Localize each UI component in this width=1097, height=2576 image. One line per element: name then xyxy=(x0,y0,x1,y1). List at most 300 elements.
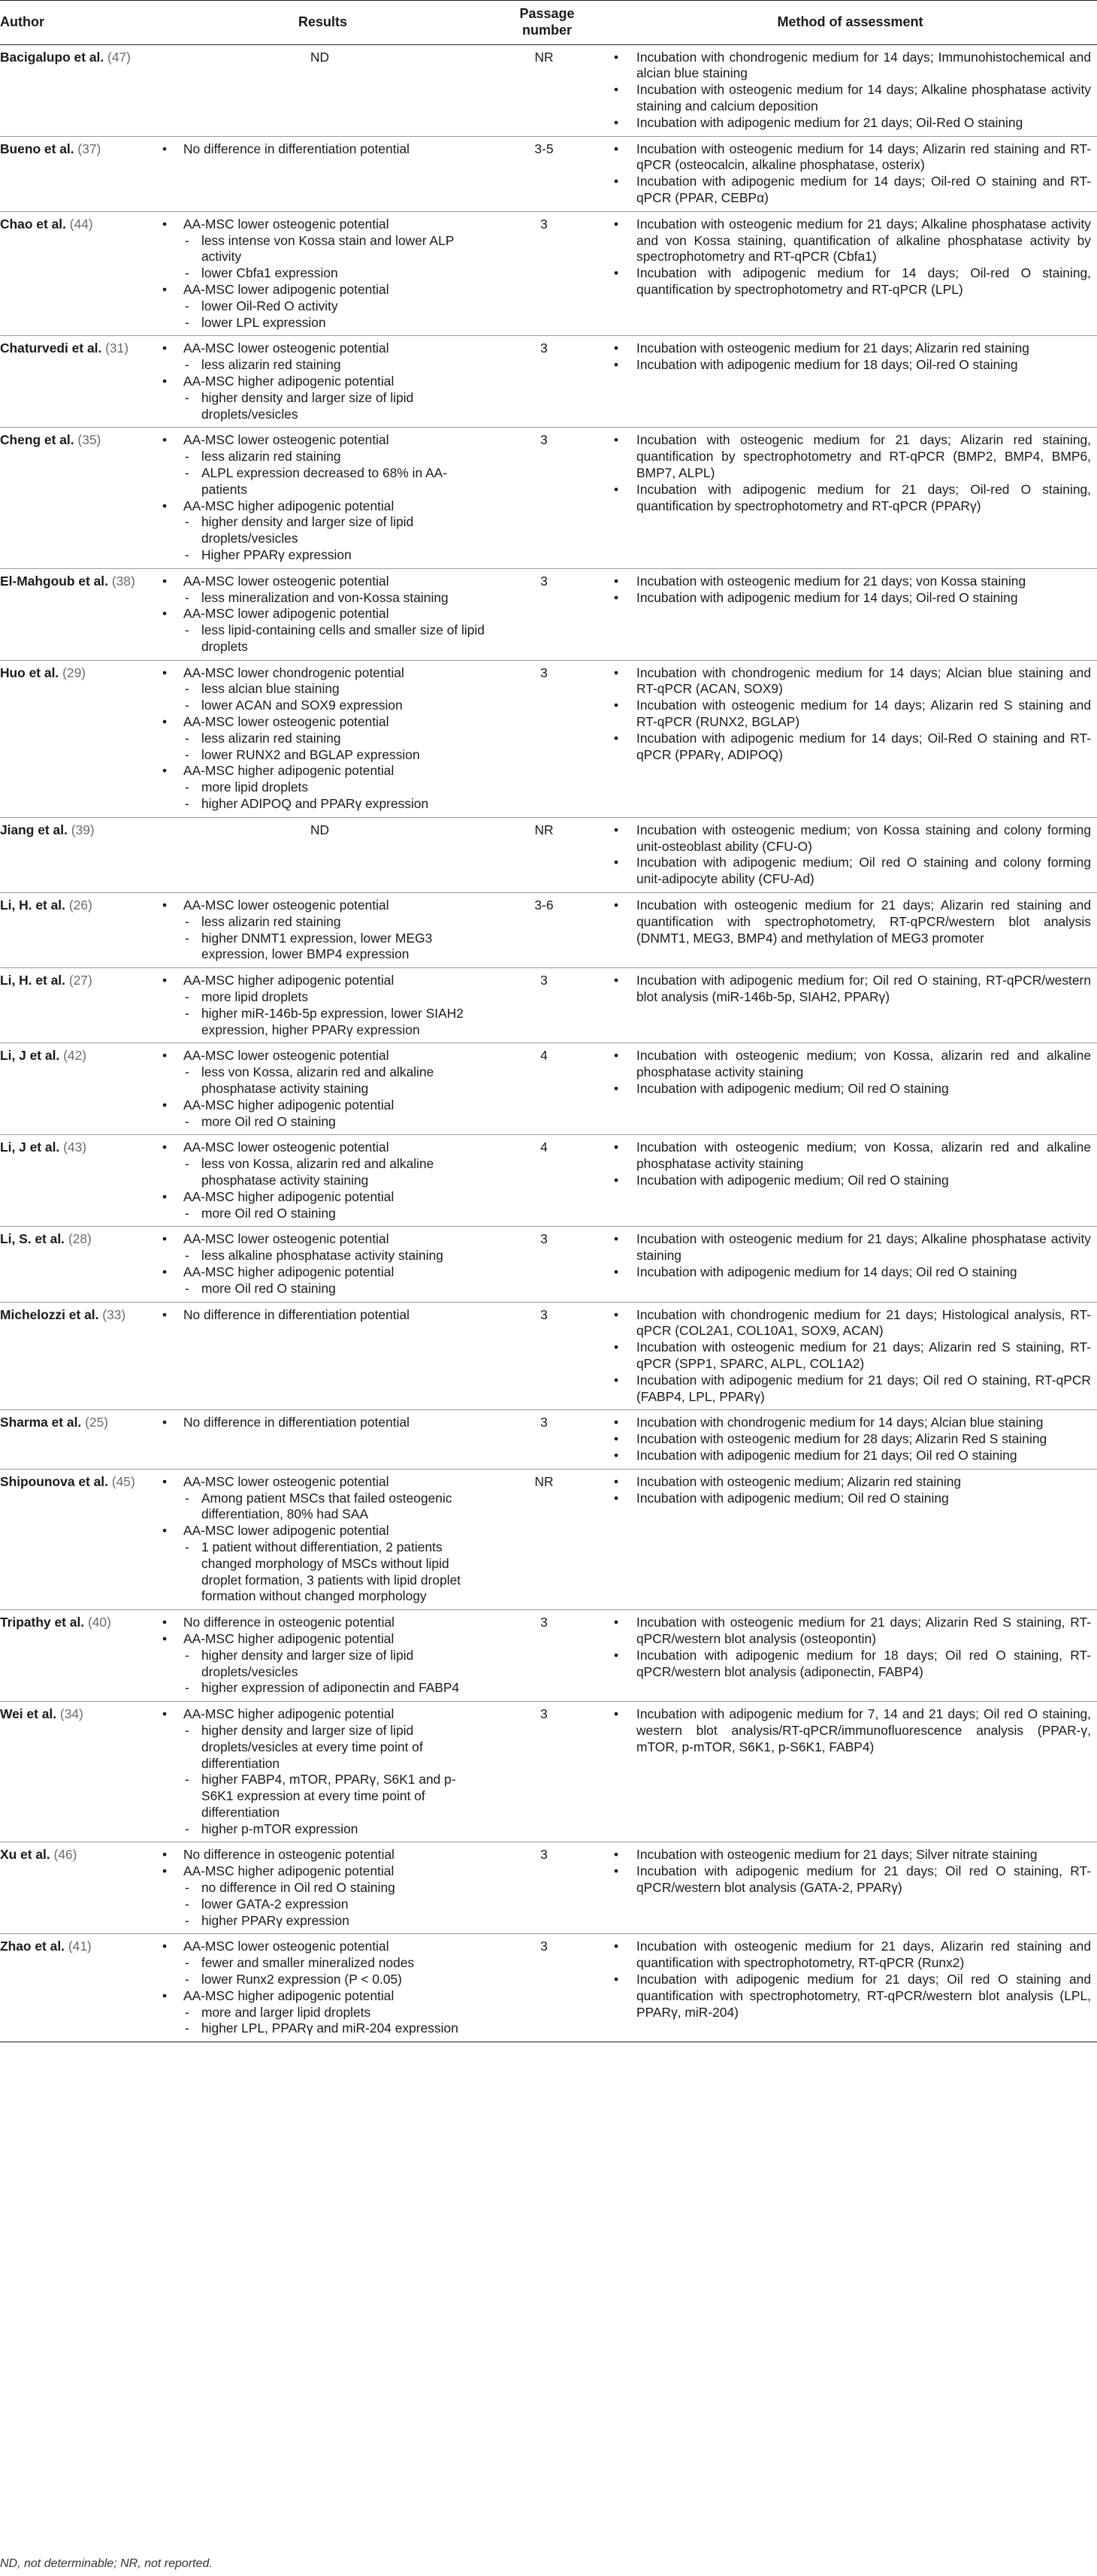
method-list xyxy=(603,1048,1091,1097)
method-cell xyxy=(603,968,1097,1043)
method-cell xyxy=(603,1302,1097,1410)
method-item: • Incubation with adipogenic medium for 21 days; Oil red O staining xyxy=(603,1448,1091,1464)
results-cell xyxy=(155,1702,491,1842)
method-cell xyxy=(603,336,1097,428)
author-name: Xu et al. xyxy=(0,1847,50,1863)
method-item: • Incubation with adipogenic medium for 18 days; Oil-red O staining xyxy=(603,357,1091,374)
results-cell xyxy=(155,568,491,660)
passage-cell: 3 xyxy=(491,568,603,660)
results-list xyxy=(155,1615,485,1697)
result-item: • No difference in osteogenic potential xyxy=(155,1615,485,1631)
passage-cell: 3 xyxy=(491,1410,603,1469)
method-item: • Incubation with osteogenic medium for 21 days; Silver nitrate staining xyxy=(603,1847,1091,1863)
passage-cell: NR xyxy=(491,817,603,892)
results-list xyxy=(155,1706,485,1837)
result-item: • AA-MSC higher adipogenic potential xyxy=(155,1631,485,1648)
author-cell xyxy=(0,817,155,892)
method-item: • Incubation with osteogenic medium for 21 days; Alizarin red staining, quantification by spectrophotometry and RT-qPCR (BMP2, BMP4, BMP6, BMP7, ALPL) xyxy=(603,432,1091,481)
results-cell xyxy=(155,817,491,892)
result-item: • AA-MSC higher adipogenic potential xyxy=(155,763,485,779)
result-item: • AA-MSC lower osteogenic potential xyxy=(155,432,485,449)
author-name: Li, H. et al. xyxy=(0,973,65,988)
table-footnote: ND, not determinable; NR, not reported. xyxy=(0,2557,213,2570)
author-cell xyxy=(0,44,155,136)
author-ref: (40) xyxy=(87,1615,111,1630)
results-list xyxy=(155,1307,485,1324)
author-cell xyxy=(0,336,155,428)
table-row xyxy=(0,817,1097,892)
table-row xyxy=(0,568,1097,660)
author-ref: (43) xyxy=(63,1140,87,1155)
results-list xyxy=(155,1140,485,1221)
method-item: • Incubation with osteogenic medium for 21 days, Alizarin red staining and quantification with spectrophotometry, RT-qPCR (Runx2) xyxy=(603,1939,1091,1972)
method-item: • Incubation with osteogenic medium for 28 days; Alizarin Red S staining xyxy=(603,1431,1091,1448)
results-cell xyxy=(155,1410,491,1469)
results-list xyxy=(155,574,485,655)
author-ref: (29) xyxy=(62,664,86,680)
result-subitem: - less alizarin red staining xyxy=(155,449,485,465)
result-subitem: - less lipid-containing cells and smaller size of lipid droplets xyxy=(155,622,485,655)
result-item: • AA-MSC lower osteogenic potential xyxy=(155,341,485,357)
passage-cell: 3 xyxy=(491,1227,603,1302)
method-list xyxy=(603,1615,1091,1680)
result-subitem: - higher FABP4, mTOR, PPARγ, S6K1 and p-S6K1 expression at every time point of differentiation xyxy=(155,1772,485,1821)
author-ref: (41) xyxy=(68,1939,92,1954)
table-row xyxy=(0,1135,1097,1227)
method-item: • Incubation with osteogenic medium for 14 days; Alizarin red staining and RT-qPCR (osteocalcin, alkaline phosphatase, osterix) xyxy=(603,141,1091,174)
table-row xyxy=(0,1410,1097,1469)
result-subitem: - higher expression of adiponectin and FABP4 xyxy=(155,1680,485,1697)
author-cell xyxy=(0,1610,155,1702)
author-ref: (39) xyxy=(71,822,95,837)
results-list xyxy=(155,216,485,331)
result-subitem: - higher density and larger size of lipid droplets/vesicles at every time point of differentiation xyxy=(155,1723,485,1772)
results-cell xyxy=(155,336,491,428)
table-row xyxy=(0,211,1097,336)
result-item: • AA-MSC lower osteogenic potential xyxy=(155,1048,485,1064)
result-item: • AA-MSC lower osteogenic potential xyxy=(155,898,485,914)
result-item: • AA-MSC lower osteogenic potential xyxy=(155,1140,485,1156)
results-list xyxy=(155,1939,485,2037)
method-list xyxy=(603,1474,1091,1507)
method-cell xyxy=(603,1469,1097,1609)
result-subitem: - higher density and larger size of lipid droplets/vesicles xyxy=(155,514,485,547)
method-item: • Incubation with osteogenic medium for 14 days; Alkaline phosphatase activity staining and calcium deposition xyxy=(603,82,1091,115)
method-item: • Incubation with adipogenic medium for 21 days; Oil red O staining and quantification with spectrophotometry, RT-qPCR/western blot analysis (LPL, PPARγ, miR-204) xyxy=(603,1972,1091,2021)
method-item: • Incubation with adipogenic medium; Oil red O staining xyxy=(603,1173,1091,1189)
method-cell xyxy=(603,568,1097,660)
result-subitem: - higher miR-146b-5p expression, lower SIAH2 expression, higher PPARγ expression xyxy=(155,1006,485,1039)
result-item: • AA-MSC higher adipogenic potential xyxy=(155,1863,485,1880)
author-cell xyxy=(0,1702,155,1842)
result-subitem: - higher ADIPOQ and PPARγ expression xyxy=(155,796,485,813)
method-item: • Incubation with adipogenic medium for 21 days; Oil red O staining, RT-qPCR/western blot analysis (GATA-2, PPARγ) xyxy=(603,1863,1091,1896)
results-list xyxy=(155,665,485,813)
results-cell xyxy=(155,660,491,817)
author-ref: (25) xyxy=(85,1415,109,1430)
result-subitem: - lower Cbfa1 expression xyxy=(155,265,485,282)
author-ref: (44) xyxy=(69,216,93,232)
result-item: • AA-MSC lower osteogenic potential xyxy=(155,1939,485,1955)
table-row xyxy=(0,1702,1097,1842)
result-subitem: - less von Kossa, alizarin red and alkaline phosphatase activity staining xyxy=(155,1064,485,1097)
result-subitem: - more lipid droplets xyxy=(155,989,485,1006)
method-cell xyxy=(603,1410,1097,1469)
passage-cell: 4 xyxy=(491,1043,603,1135)
method-item: • Incubation with osteogenic medium; von Kossa, alizarin red and alkaline phosphatase activity staining xyxy=(603,1048,1091,1081)
author-name: El-Mahgoub et al. xyxy=(0,573,108,589)
method-item: • Incubation with adipogenic medium for 14 days; Oil-red O staining, quantification by spectrophotometry and RT-qPCR (LPL) xyxy=(603,265,1091,298)
method-list xyxy=(603,1307,1091,1406)
method-item: • Incubation with osteogenic medium for 21 days; Alizarin red staining and quantification with spectrophotometry, RT-qPCR/western blot analysis (DNMT1, MEG3, BMP4) and methylation of MEG3 promoter xyxy=(603,898,1091,946)
method-cell xyxy=(603,136,1097,211)
method-item: • Incubation with osteogenic medium for 21 days; Alizarin Red S staining, RT-qPCR/western blot analysis (osteopontin) xyxy=(603,1615,1091,1648)
table-header-row xyxy=(0,1,1097,45)
passage-cell: 3 xyxy=(491,1702,603,1842)
results-list xyxy=(155,341,485,422)
results-cell xyxy=(155,1469,491,1609)
passage-cell: 4 xyxy=(491,1135,603,1227)
method-cell xyxy=(603,44,1097,136)
result-subitem: - less mineralization and von-Kossa staining xyxy=(155,590,485,607)
author-name: Bacigalupo et al. xyxy=(0,49,104,65)
header-author: Author xyxy=(0,1,155,45)
result-subitem: - less alcian blue staining xyxy=(155,681,485,698)
author-name: Huo et al. xyxy=(0,664,59,680)
method-item: • Incubation with osteogenic medium for 21 days; Alkaline phosphatase activity staining xyxy=(603,1231,1091,1264)
method-item: • Incubation with chondrogenic medium for 14 days; Immunohistochemical and alcian blue staining xyxy=(603,50,1091,83)
method-list xyxy=(603,898,1091,946)
passage-cell: NR xyxy=(491,1469,603,1609)
author-name: Michelozzi et al. xyxy=(0,1306,99,1322)
passage-cell: 3-6 xyxy=(491,893,603,968)
method-cell xyxy=(603,1135,1097,1227)
result-subitem: - less alkaline phosphatase activity staining xyxy=(155,1248,485,1264)
author-cell xyxy=(0,660,155,817)
result-subitem: - ALPL expression decreased to 68% in AA-patients xyxy=(155,465,485,498)
passage-cell: 3 xyxy=(491,1842,603,1934)
passage-cell: 3 xyxy=(491,968,603,1043)
results-value: ND xyxy=(310,822,330,837)
table-row xyxy=(0,1302,1097,1410)
method-cell xyxy=(603,1842,1097,1934)
method-item: • Incubation with osteogenic medium for 14 days; Alizarin red S staining and RT-qPCR (RUNX2, BGLAP) xyxy=(603,698,1091,731)
method-cell xyxy=(603,428,1097,568)
result-subitem: - higher density and larger size of lipid droplets/vesicles xyxy=(155,390,485,423)
author-ref: (28) xyxy=(68,1231,92,1247)
method-list xyxy=(603,216,1091,298)
method-cell xyxy=(603,893,1097,968)
passage-cell: 3 xyxy=(491,336,603,428)
author-name: Cheng et al. xyxy=(0,432,74,448)
author-ref: (37) xyxy=(77,141,101,156)
result-subitem: - lower Oil-Red O activity xyxy=(155,298,485,315)
author-name: Li, J et al. xyxy=(0,1140,60,1155)
results-list xyxy=(155,1048,485,1130)
passage-cell: 3 xyxy=(491,1610,603,1702)
result-subitem: - higher LPL, PPARγ and miR-204 expression xyxy=(155,2021,485,2037)
method-list xyxy=(603,822,1091,888)
header-method: Method of assessment xyxy=(603,1,1097,45)
method-item: • Incubation with adipogenic medium for 14 days; Oil-red O staining xyxy=(603,590,1091,607)
results-cell xyxy=(155,211,491,336)
method-list xyxy=(603,50,1091,132)
table-row xyxy=(0,1469,1097,1609)
method-cell xyxy=(603,1702,1097,1842)
author-name: Sharma et al. xyxy=(0,1415,82,1430)
author-ref: (33) xyxy=(102,1306,126,1322)
author-cell xyxy=(0,1227,155,1302)
author-cell xyxy=(0,1934,155,2042)
method-item: • Incubation with adipogenic medium for 18 days; Oil red O staining, RT-qPCR/western blot analysis (adiponectin, FABP4) xyxy=(603,1648,1091,1681)
author-name: Li, J et al. xyxy=(0,1048,60,1064)
author-name: Li, H. et al. xyxy=(0,898,65,913)
results-cell xyxy=(155,1610,491,1702)
results-list xyxy=(155,973,485,1038)
method-item: • Incubation with adipogenic medium for 14 days; Oil-red O staining and RT-qPCR (PPAR, CEBPα) xyxy=(603,174,1091,207)
result-item: • AA-MSC higher adipogenic potential xyxy=(155,1097,485,1114)
author-ref: (26) xyxy=(68,898,92,913)
method-cell xyxy=(603,817,1097,892)
result-subitem: - more Oil red O staining xyxy=(155,1206,485,1222)
result-item: • AA-MSC higher adipogenic potential xyxy=(155,374,485,390)
author-ref: (27) xyxy=(68,973,92,988)
table-row xyxy=(0,1934,1097,2042)
result-subitem: - more Oil red O staining xyxy=(155,1281,485,1297)
result-subitem: - no difference in Oil red O staining xyxy=(155,1880,485,1896)
method-item: • Incubation with osteogenic medium for 21 days; Alizarin red staining xyxy=(603,341,1091,357)
result-item: • AA-MSC lower osteogenic potential xyxy=(155,1231,485,1248)
result-subitem: - less alizarin red staining xyxy=(155,914,485,931)
result-subitem: - lower Runx2 expression (P < 0.05) xyxy=(155,1972,485,1988)
author-name: Li, S. et al. xyxy=(0,1231,65,1247)
method-item: • Incubation with osteogenic medium; von Kossa staining and colony forming unit-osteoblast ability (CFU-O) xyxy=(603,822,1091,855)
result-subitem: - higher PPARγ expression xyxy=(155,1913,485,1930)
result-subitem: - Among patient MSCs that failed osteogenic differentiation, 80% had SAA xyxy=(155,1491,485,1524)
table-row xyxy=(0,428,1097,568)
method-item: • Incubation with adipogenic medium for 21 days; Oil-Red O staining xyxy=(603,115,1091,132)
method-item: • Incubation with osteogenic medium; Alizarin red staining xyxy=(603,1474,1091,1491)
author-name: Shipounova et al. xyxy=(0,1473,108,1489)
results-cell xyxy=(155,968,491,1043)
result-subitem: - more Oil red O staining xyxy=(155,1114,485,1131)
method-list xyxy=(603,341,1091,374)
result-subitem: - lower ACAN and SOX9 expression xyxy=(155,698,485,714)
author-cell xyxy=(0,1135,155,1227)
result-subitem: - less alizarin red staining xyxy=(155,731,485,747)
results-cell xyxy=(155,1934,491,2042)
table-row xyxy=(0,1610,1097,1702)
passage-cell: 3-5 xyxy=(491,136,603,211)
method-item: • Incubation with adipogenic medium for 7, 14 and 21 days; Oil red O staining, western blot analysis/RT-qPCR/immunofluorescence analysis (PPAR-γ, mTOR, p-mTOR, S6K1, p-S6K1, FABP4) xyxy=(603,1706,1091,1755)
author-name: Chao et al. xyxy=(0,216,66,232)
method-item: • Incubation with adipogenic medium; Oil red O staining xyxy=(603,1491,1091,1507)
passage-cell: 3 xyxy=(491,1302,603,1410)
author-cell xyxy=(0,1410,155,1469)
method-item: • Incubation with adipogenic medium for 14 days; Oil-Red O staining and RT-qPCR (PPARγ, ADIPOQ) xyxy=(603,731,1091,764)
results-cell xyxy=(155,428,491,568)
result-subitem: - less alizarin red staining xyxy=(155,357,485,374)
author-cell xyxy=(0,893,155,968)
results-cell xyxy=(155,136,491,211)
results-cell xyxy=(155,44,491,136)
method-list xyxy=(603,1847,1091,1896)
results-list xyxy=(155,432,485,563)
author-cell xyxy=(0,1842,155,1934)
author-ref: (34) xyxy=(59,1706,83,1722)
results-list xyxy=(155,1231,485,1297)
results-cell xyxy=(155,893,491,968)
results-list xyxy=(155,898,485,963)
method-cell xyxy=(603,1043,1097,1135)
result-subitem: - higher density and larger size of lipid droplets/vesicles xyxy=(155,1648,485,1681)
method-item: • Incubation with adipogenic medium; Oil red O staining and colony forming unit-adipocyte ability (CFU-Ad) xyxy=(603,855,1091,888)
table-row xyxy=(0,1043,1097,1135)
author-ref: (38) xyxy=(111,573,135,589)
author-name: Zhao et al. xyxy=(0,1939,65,1954)
results-cell xyxy=(155,1302,491,1410)
results-value: ND xyxy=(310,49,330,65)
result-item: • AA-MSC lower osteogenic potential xyxy=(155,714,485,731)
results-cell xyxy=(155,1043,491,1135)
table-row xyxy=(0,136,1097,211)
result-item: • No difference in differentiation potential xyxy=(155,141,485,158)
result-item: • AA-MSC lower osteogenic potential xyxy=(155,1474,485,1491)
results-list xyxy=(155,1415,485,1431)
author-ref: (31) xyxy=(105,341,129,356)
passage-cell: NR xyxy=(491,44,603,136)
result-item: • AA-MSC higher adipogenic potential xyxy=(155,1189,485,1206)
method-item: • Incubation with osteogenic medium for 21 days; von Kossa staining xyxy=(603,574,1091,590)
method-item: • Incubation with adipogenic medium for 21 days; Oil red O staining, RT-qPCR (FABP4, LPL, PPARγ) xyxy=(603,1373,1091,1406)
result-subitem: - 1 patient without differentiation, 2 patients changed morphology of MSCs without lipid droplet formation, 3 patients with lipid droplet formation without changed morphology xyxy=(155,1539,485,1605)
results-list xyxy=(155,1847,485,1929)
author-ref: (35) xyxy=(77,432,101,448)
result-item: • AA-MSC lower adipogenic potential xyxy=(155,1523,485,1539)
method-item: • Incubation with osteogenic medium for 21 days; Alkaline phosphatase activity and von Kossa staining, quantification of alkaline phosphatase activity by spectrophotometry and RT-qPCR (Cbfa1) xyxy=(603,216,1091,265)
author-name: Jiang et al. xyxy=(0,822,68,837)
table-row xyxy=(0,893,1097,968)
method-list xyxy=(603,432,1091,514)
results-cell xyxy=(155,1135,491,1227)
author-cell xyxy=(0,1302,155,1410)
result-item: • AA-MSC higher adipogenic potential xyxy=(155,498,485,515)
result-item: • AA-MSC higher adipogenic potential xyxy=(155,1264,485,1281)
method-item: • Incubation with osteogenic medium; von Kossa, alizarin red and alkaline phosphatase activity staining xyxy=(603,1140,1091,1173)
result-item: • No difference in osteogenic potential xyxy=(155,1847,485,1863)
result-item: • AA-MSC lower osteogenic potential xyxy=(155,216,485,233)
method-list xyxy=(603,665,1091,764)
table-row xyxy=(0,968,1097,1043)
method-item: • Incubation with chondrogenic medium for 14 days; Alcian blue staining and RT-qPCR (ACAN, SOX9) xyxy=(603,665,1091,698)
method-item: • Incubation with osteogenic medium for 21 days; Alizarin red S staining, RT-qPCR (SPP1, SPARC, ALPL, COL1A2) xyxy=(603,1339,1091,1373)
table-row xyxy=(0,660,1097,817)
result-item: • No difference in differentiation potential xyxy=(155,1307,485,1324)
result-item: • AA-MSC lower chondrogenic potential xyxy=(155,665,485,682)
table-row xyxy=(0,336,1097,428)
result-subitem: - fewer and smaller mineralized nodes xyxy=(155,1955,485,1972)
result-subitem: - lower LPL expression xyxy=(155,315,485,331)
method-list xyxy=(603,973,1091,1006)
author-ref: (46) xyxy=(53,1847,77,1863)
result-item: • No difference in differentiation potential xyxy=(155,1415,485,1431)
method-list xyxy=(603,1415,1091,1464)
method-cell xyxy=(603,211,1097,336)
author-ref: (45) xyxy=(111,1473,135,1489)
method-item: • Incubation with chondrogenic medium for 14 days; Alcian blue staining xyxy=(603,1415,1091,1431)
passage-cell: 3 xyxy=(491,211,603,336)
method-cell xyxy=(603,1227,1097,1302)
result-item: • AA-MSC lower osteogenic potential xyxy=(155,574,485,590)
method-item: • Incubation with adipogenic medium for; Oil red O staining, RT-qPCR/western blot analysis (miR-146b-5p, SIAH2, PPARγ) xyxy=(603,973,1091,1006)
result-item: • AA-MSC lower adipogenic potential xyxy=(155,606,485,622)
method-list xyxy=(603,1140,1091,1188)
results-cell xyxy=(155,1227,491,1302)
table-row xyxy=(0,1842,1097,1934)
author-ref: (47) xyxy=(107,49,131,65)
result-item: • AA-MSC higher adipogenic potential xyxy=(155,973,485,989)
method-item: • Incubation with adipogenic medium for 21 days; Oil-red O staining, quantification by spectrophotometry and RT-qPCR (PPARγ) xyxy=(603,482,1091,515)
author-cell xyxy=(0,1469,155,1609)
method-cell xyxy=(603,1610,1097,1702)
method-item: • Incubation with adipogenic medium; Oil red O staining xyxy=(603,1081,1091,1097)
result-subitem: - higher p-mTOR expression xyxy=(155,1821,485,1838)
method-list xyxy=(603,1231,1091,1280)
author-name: Tripathy et al. xyxy=(0,1615,85,1630)
method-list xyxy=(603,574,1091,607)
author-name: Wei et al. xyxy=(0,1706,57,1722)
method-item: • Incubation with chondrogenic medium for 21 days; Histological analysis, RT-qPCR (COL2A1, COL10A1, SOX9, ACAN) xyxy=(603,1307,1091,1340)
passage-cell: 3 xyxy=(491,428,603,568)
method-item: • Incubation with adipogenic medium for 14 days; Oil red O staining xyxy=(603,1264,1091,1281)
author-cell xyxy=(0,136,155,211)
method-list xyxy=(603,141,1091,207)
method-list xyxy=(603,1706,1091,1755)
results-list xyxy=(155,1474,485,1605)
author-cell xyxy=(0,1043,155,1135)
author-cell xyxy=(0,968,155,1043)
result-subitem: - less von Kossa, alizarin red and alkaline phosphatase activity staining xyxy=(155,1156,485,1189)
passage-cell: 3 xyxy=(491,1934,603,2042)
author-cell xyxy=(0,211,155,336)
method-cell xyxy=(603,660,1097,817)
result-subitem: - higher DNMT1 expression, lower MEG3 expression, lower BMP4 expression xyxy=(155,931,485,964)
result-subitem: - lower RUNX2 and BGLAP expression xyxy=(155,747,485,764)
author-name: Chaturvedi et al. xyxy=(0,341,102,356)
result-item: • AA-MSC lower adipogenic potential xyxy=(155,282,485,298)
author-ref: (42) xyxy=(63,1048,87,1064)
method-list xyxy=(603,1939,1091,2021)
result-item: • AA-MSC higher adipogenic potential xyxy=(155,1988,485,2005)
method-cell xyxy=(603,1934,1097,2042)
result-subitem: - more lipid droplets xyxy=(155,779,485,796)
header-results: Results xyxy=(155,1,491,45)
results-cell xyxy=(155,1842,491,1934)
results-list xyxy=(155,141,485,158)
header-passage: Passage number xyxy=(491,1,603,45)
author-cell xyxy=(0,568,155,660)
passage-cell: 3 xyxy=(491,660,603,817)
result-subitem: - Higher PPARγ expression xyxy=(155,547,485,564)
result-subitem: - more and larger lipid droplets xyxy=(155,2005,485,2021)
table-row xyxy=(0,1227,1097,1302)
result-subitem: - less intense von Kossa stain and lower ALP activity xyxy=(155,233,485,266)
result-subitem: - lower GATA-2 expression xyxy=(155,1896,485,1913)
author-cell xyxy=(0,428,155,568)
author-name: Bueno et al. xyxy=(0,141,74,156)
table-row xyxy=(0,44,1097,136)
result-item: • AA-MSC higher adipogenic potential xyxy=(155,1706,485,1723)
